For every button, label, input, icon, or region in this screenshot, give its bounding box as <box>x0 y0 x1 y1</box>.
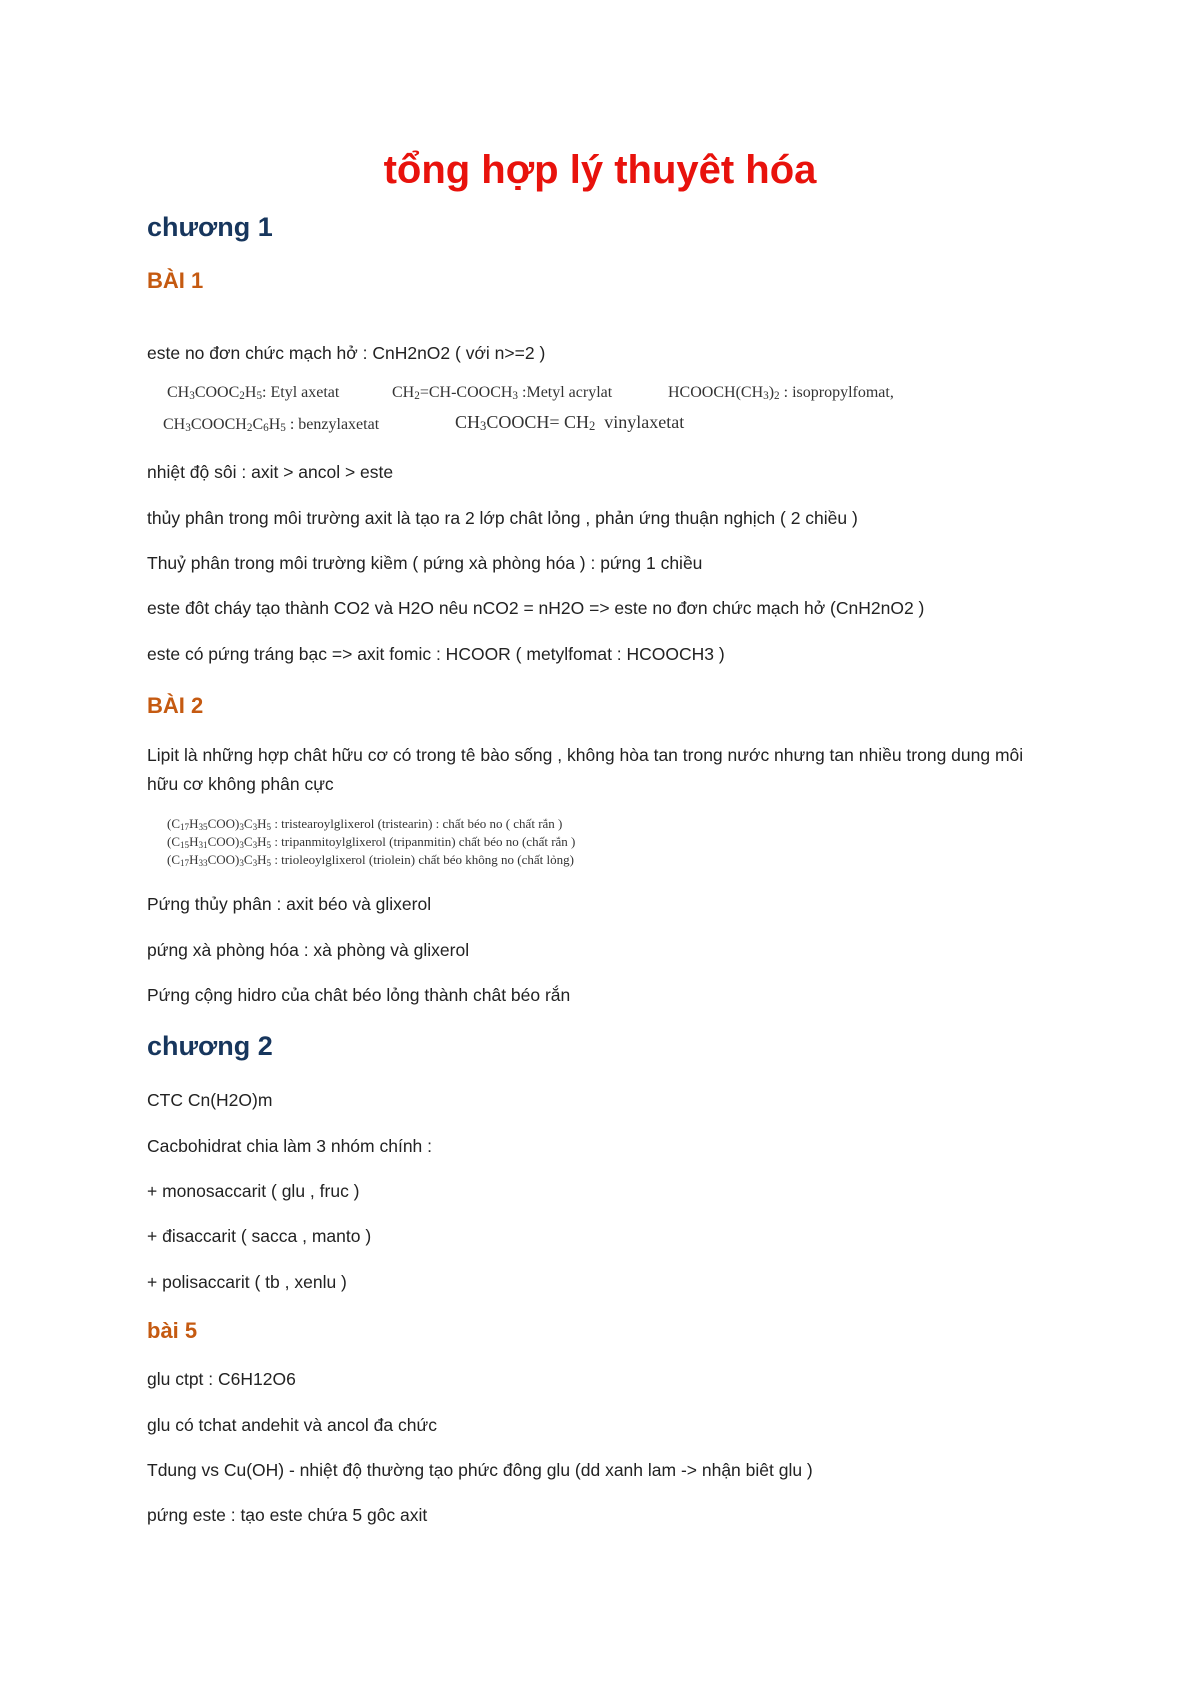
formula-tristearin: $(C_{17}H_{35}COO)_3C_3H_5$ : tristearoylglixerol (tristearin) : chất béo no ( chất rắn ) <box>167 816 563 832</box>
bai2-paragraph-4: Pứng cộng hidro của chât béo lỏng thành chât béo rắn <box>147 985 571 1005</box>
bai-5-heading: bài 5 <box>147 1318 198 1343</box>
formula-vinylaxetat-label: vinylaxetat <box>604 412 685 432</box>
chapter2-paragraph-2: Cacbohidrat chia làm 3 nhóm chính : <box>147 1136 433 1156</box>
bai1-paragraph-2: nhiệt độ sôi : axit > ancol > este <box>147 462 394 482</box>
bai2-paragraph-1: Lipit là những hợp chât hữu cơ có trong tê bào sống , không hòa tan trong nước nhưng tan nhiều trong dung môi hữu cơ không phân cực <box>147 745 1024 794</box>
chapter2-paragraph-5: + polisaccarit ( tb , xenlu ) <box>147 1272 347 1292</box>
bai1-paragraph-3: thủy phân trong môi trường axit là tạo ra 2 lớp chât lỏng , phản ứng thuận nghịch ( 2 chiều ) <box>147 508 858 528</box>
formula-metyl-acrylat-label: :Metyl acrylat <box>522 384 613 401</box>
formula-triolein: $(C_{17}H_{33}COO)_3C_3H_5$ : trioleoylglixerol (triolein) chất béo không no (chất lỏng) <box>167 852 574 868</box>
formula-tripanmitin: $(C_{15}H_{31}COO)_3C_3H_5$ : tripanmitoylglixerol (tripanmitin) chất béo no (chất rắn ) <box>167 834 576 850</box>
bai2-paragraph-3: pứng xà phòng hóa : xà phòng và glixerol <box>147 940 470 960</box>
formula-isopropylfomat-label: : isopropylfomat, <box>783 384 894 401</box>
bai1-paragraph-1: este no đơn chức mạch hở : CnH2nO2 ( với n>=2 ) <box>147 343 546 363</box>
formula-etyl-axetat: $CH_3COOC_2H_5$: Etyl axetat <box>167 384 340 402</box>
bai-1-heading: BÀI 1 <box>147 268 204 293</box>
chapter2-paragraph-4: + đisaccarit ( sacca , manto ) <box>147 1226 372 1246</box>
formula-benzylaxetat-label: : benzylaxetat <box>289 416 380 433</box>
formula-triolein-label: : trioleoylglixerol (triolein) chất béo không no (chất lỏng) <box>274 852 574 867</box>
bai5-paragraph-3: Tdung vs Cu(OH) - nhiệt độ thường tạo phức đông glu (dd xanh lam -> nhận biêt glu ) <box>147 1460 813 1480</box>
formula-tristearin-label: : tristearoylglixerol (tristearin) : chất béo no ( chất rắn ) <box>274 816 563 831</box>
formula-benzylaxetat: $CH_3COOCH_2C_6H_5$ : benzylaxetat <box>163 416 380 434</box>
bai1-paragraph-6: este có pứng tráng bạc => axit fomic : HCOOR ( metylfomat : HCOOCH3 ) <box>147 644 725 664</box>
formula-metyl-acrylat: $CH_2=CH-COOCH_3$ :Metyl acrylat <box>392 384 613 402</box>
bai1-paragraph-4: Thuỷ phân trong môi trường kiềm ( pứng xà phòng hóa ) : pứng 1 chiều <box>147 553 703 573</box>
formula-etyl-axetat-label: : Etyl axetat <box>262 384 340 401</box>
formula-isopropylfomat: $HCOOCH(CH_3)_2$ : isopropylfomat, <box>668 384 894 402</box>
bai5-paragraph-2: glu có tchat andehit và ancol đa chức <box>147 1415 437 1435</box>
chapter2-paragraph-1: CTC Cn(H2O)m <box>147 1090 273 1110</box>
formula-tripanmitin-label: : tripanmitoylglixerol (tripanmitin) chất béo no (chất rắn ) <box>274 834 576 849</box>
bai1-paragraph-5: este đôt cháy tạo thành CO2 và H2O nêu nCO2 = nH2O => este no đơn chức mạch hở (CnH2nO2 ) <box>147 598 925 618</box>
chapter2-paragraph-3: + monosaccarit ( glu , fruc ) <box>147 1181 360 1201</box>
page-title: tổng hợp lý thuyêt hóa <box>383 148 817 192</box>
bai5-paragraph-4: pứng este : tạo este chứa 5 gôc axit <box>147 1505 428 1525</box>
bai-2-heading: BÀI 2 <box>147 693 204 718</box>
chapter-1-heading: chương 1 <box>147 212 273 242</box>
chapter-2-heading: chương 2 <box>147 1031 273 1061</box>
formula-vinylaxetat: $CH_3COOCH= CH_2$ vinylaxetat <box>455 412 685 433</box>
bai2-paragraph-2: Pứng thủy phân : axit béo và glixerol <box>147 894 432 914</box>
bai5-paragraph-1: glu ctpt : C6H12O6 <box>147 1369 296 1389</box>
